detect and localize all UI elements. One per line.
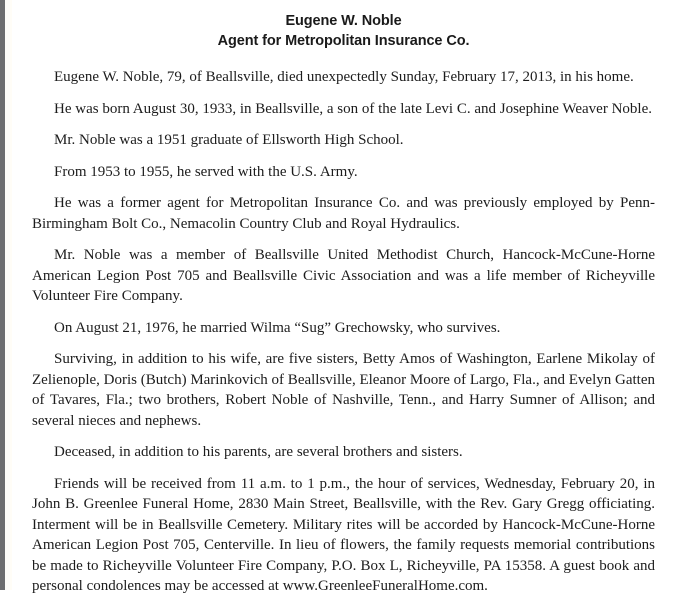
- obituary-paragraph: He was a former agent for Metropolitan Insurance Co. and was previously employed by Penn-Birmingham Bolt Co., Nemacolin Country Club and Royal Hydraulics.: [32, 195, 655, 232]
- obituary-paragraph: Deceased, in addition to his parents, are several brothers and sisters.: [54, 444, 463, 460]
- obituary-paragraph: Friends will be received from 11 a.m. to 1 p.m., the hour of services, Wednesday, February 20, in John B. Greenlee Funeral Home, 2830 Main Street, Beallsville, with the Rev. Gary Gregg officiating. Interment will be in Beallsville Cemetery. Military rites will be accorded by Hancock-McCune-Horne American Legion Post 705, Centerville. In lieu of flowers, the family requests memorial contributions be made to Richeyville Volunteer Fire Company, P.O. Box L, Richeyville, PA 15358. A guest book and personal condolences may be accessed at www.GreenleeFuneralHome.com.: [32, 475, 655, 594]
- obituary-paragraph: From 1953 to 1955, he served with the U.S. Army.: [54, 163, 358, 180]
- obituary-paragraph: Mr. Noble was a 1951 graduate of Ellsworth High School.: [54, 132, 404, 148]
- obituary-paragraph: Surviving, in addition to his wife, are five sisters, Betty Amos of Washington, Earlene Mikolay of Zelienople, Doris (Butch) Marinkovich of Beallsville, Eleanor Moore of Largo, Fla., and Evelyn Gatten of Tavares, Fla.; two brothers, Robert Noble of Nashville, Tenn., and Harry Sumner of Allison; and several nieces and nephews.: [32, 351, 655, 429]
- deceased-title-heading: Agent for Metropolitan Insurance Co.: [217, 33, 470, 49]
- obituary-paragraph: He was born August 30, 1933, in Beallsville, a son of the late Levi C. and Josephine Weaver Noble.: [54, 100, 652, 117]
- deceased-name-heading: Eugene W. Noble: [285, 13, 402, 29]
- obituary-paragraph: Mr. Noble was a member of Beallsville United Methodist Church, Hancock-McCune-Horne American Legion Post 705 and Beallsville Civic Association and was a life member of Richeyville Volunteer Fire Company.: [32, 247, 655, 304]
- obituary-paragraph: On August 21, 1976, he married Wilma “Sug” Grechowsky, who survives.: [54, 319, 501, 336]
- obituary-heading: [32, 11, 655, 51]
- obituary-body: [32, 67, 655, 597]
- obituary-paragraph: Eugene W. Noble, 79, of Beallsville, died unexpectedly Sunday, February 17, 2013, in his home.: [54, 69, 634, 85]
